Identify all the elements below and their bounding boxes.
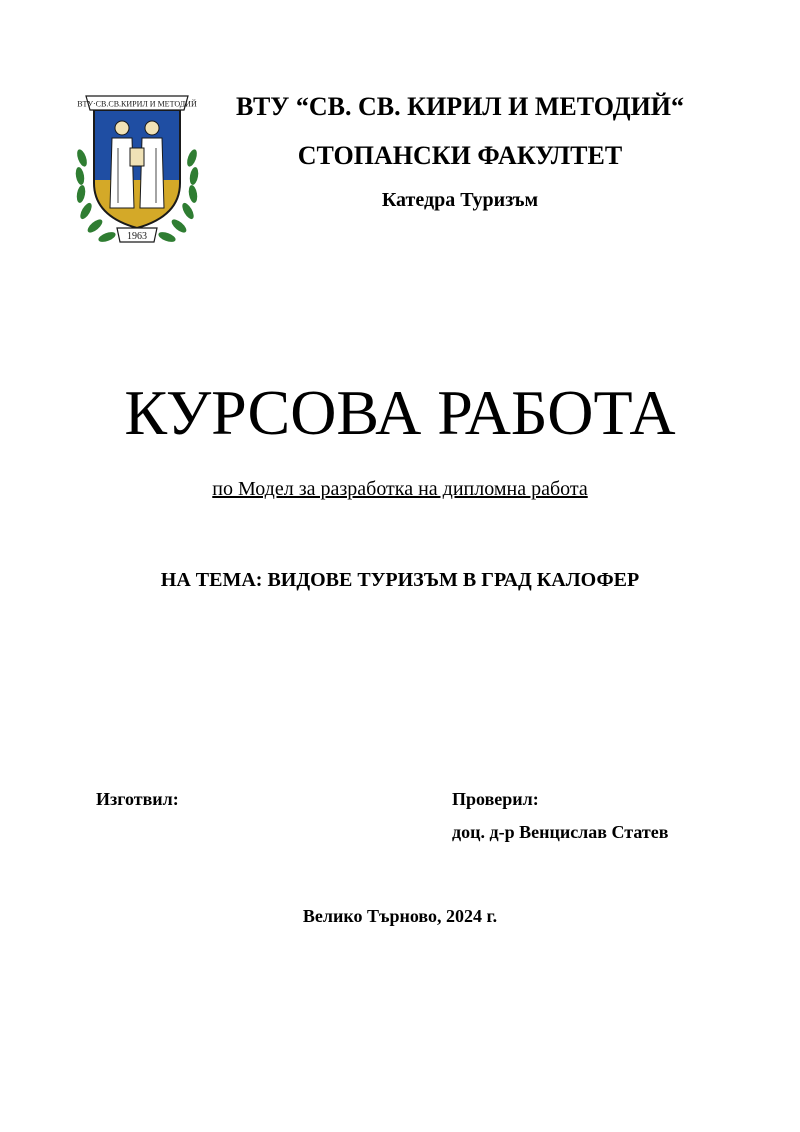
faculty-name: СТОПАНСКИ ФАКУЛТЕТ (297, 141, 623, 170)
department-name: Катедра Туризъм (381, 189, 539, 211)
document-subtitle: по Модел за разработка на дипломна работа (212, 478, 588, 500)
checked-by-label: Проверил: (452, 789, 539, 809)
university-name: ВТУ “СВ. СВ. КИРИЛ И МЕТОДИЙ“ (235, 92, 685, 121)
seal-ribbon-text: ВТУ·СВ.СВ.КИРИЛ И МЕТОДИЙ (77, 99, 197, 109)
document-title: КУРСОВА РАБОТА (124, 377, 676, 448)
place-and-date: Велико Търново, 2024 г. (302, 906, 498, 926)
reviewer-name: доц. д-р Венцислав Статев (452, 822, 669, 842)
document-topic: НА ТЕМА: ВИДОВЕ ТУРИЗЪМ В ГРАД КАЛОФЕР (160, 569, 640, 591)
university-seal-icon (72, 88, 202, 248)
seal-year-text: 1963 (127, 231, 147, 242)
prepared-by-label: Изготвил: (96, 789, 179, 809)
